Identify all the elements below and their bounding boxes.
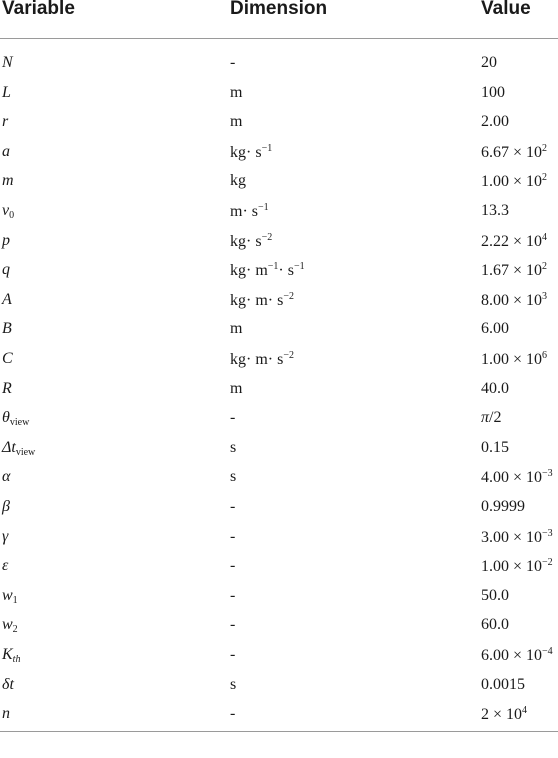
variable-cell bbox=[2, 439, 35, 458]
variable-cell bbox=[2, 202, 14, 221]
value-cell: 50.0 bbox=[481, 586, 509, 604]
value-cell: $8.00 \times 10^3$ bbox=[481, 290, 548, 309]
dimension-cell: m bbox=[230, 379, 243, 397]
table-row bbox=[0, 557, 558, 587]
variable-subscript: view bbox=[9, 417, 30, 429]
dimension-cell: $m\cdot s^{-1}$ bbox=[230, 202, 269, 220]
table-row bbox=[0, 113, 558, 143]
header-dimension: Dimension bbox=[230, 0, 328, 19]
value-cell: $6.00 \times 10^{-4}$ bbox=[481, 646, 553, 664]
dimension-cell: - bbox=[230, 527, 236, 545]
dimension-cell: s bbox=[230, 675, 237, 693]
variable-cell bbox=[2, 616, 18, 635]
dimension-cell: $kg\cdot m\cdot s^{-2}$ bbox=[230, 350, 294, 368]
variable-cell bbox=[2, 468, 10, 486]
variable-symbol: w bbox=[2, 616, 13, 634]
value-cell: 40.0 bbox=[481, 379, 509, 397]
dimension-cell: - bbox=[230, 705, 236, 723]
variable-symbol: δt bbox=[2, 675, 14, 693]
value-cell: 20 bbox=[481, 54, 497, 71]
variable-subscript: th bbox=[12, 654, 21, 665]
value-cell: 2.00 bbox=[481, 113, 509, 131]
variable-cell bbox=[2, 409, 29, 428]
value-cell: $1.00 \times 10^2$ bbox=[481, 172, 548, 191]
dimension-cell: - bbox=[230, 616, 236, 634]
variable-cell bbox=[2, 143, 10, 161]
value-cell: 100 bbox=[481, 83, 505, 101]
variable-symbol: Δt bbox=[2, 438, 16, 456]
table-row bbox=[0, 587, 558, 617]
table-row bbox=[0, 291, 558, 321]
table-row bbox=[0, 676, 558, 706]
table-row bbox=[0, 616, 558, 646]
value-cell: 0.0015 bbox=[481, 675, 525, 693]
value-cell: $3.00 \times 10^{-3}$ bbox=[481, 527, 553, 546]
table-row bbox=[0, 143, 558, 173]
variable-cell bbox=[2, 587, 18, 606]
value-cell: π/2 bbox=[481, 409, 502, 427]
table-row bbox=[0, 320, 558, 350]
value-cell: $1.67 \times 10^2$ bbox=[481, 261, 548, 280]
variable-cell bbox=[2, 113, 8, 131]
variable-symbol: R bbox=[2, 379, 12, 397]
dimension-cell: m bbox=[230, 83, 243, 101]
variable-symbol: θ bbox=[2, 409, 10, 427]
variable-symbol: m bbox=[2, 172, 14, 190]
dimension-cell: $kg\cdot s^{-2}$ bbox=[230, 231, 273, 250]
variable-subscript: 2 bbox=[12, 624, 18, 636]
dimension-cell: m bbox=[230, 320, 243, 338]
dimension-cell: - bbox=[230, 586, 236, 604]
variable-cell bbox=[2, 320, 12, 338]
dimension-cell: $kg\cdot s^{-1}$ bbox=[230, 142, 273, 161]
value-cell: 0.15 bbox=[481, 438, 509, 456]
variable-cell bbox=[2, 705, 10, 723]
value-cell: $4.00 \times 10^{-3}$ bbox=[481, 468, 553, 487]
table-row bbox=[0, 84, 558, 114]
value-cell: 0.9999 bbox=[481, 498, 525, 515]
dimension-cell: s bbox=[230, 468, 237, 486]
variable-symbol: q bbox=[2, 261, 10, 279]
dimension-cell: - bbox=[230, 54, 236, 71]
variable-symbol: γ bbox=[2, 527, 9, 545]
dimension-cell: - bbox=[230, 557, 236, 575]
table-row bbox=[0, 172, 558, 202]
variable-symbol: L bbox=[2, 83, 11, 101]
variable-symbol: r bbox=[2, 113, 9, 131]
value-cell: $1.00 \times 10^{-2}$ bbox=[481, 557, 553, 576]
variable-cell bbox=[2, 646, 20, 665]
variable-cell bbox=[2, 261, 10, 279]
dimension-cell: - bbox=[230, 646, 236, 663]
value-cell: 6.00 bbox=[481, 320, 509, 338]
variable-subscript: 0 bbox=[9, 210, 15, 221]
table-row bbox=[0, 380, 558, 410]
variable-symbol: A bbox=[2, 290, 12, 308]
value-cell: 13.3 bbox=[481, 202, 509, 219]
value-cell: $6.67 \times 10^2$ bbox=[481, 142, 548, 161]
variable-cell bbox=[2, 557, 8, 575]
dimension-cell: s bbox=[230, 438, 237, 456]
header-rule bbox=[0, 38, 558, 39]
variable-cell bbox=[2, 676, 14, 694]
table-row bbox=[0, 54, 558, 84]
variable-symbol: α bbox=[2, 468, 11, 486]
variable-cell bbox=[2, 498, 10, 516]
dimension-cell: kg bbox=[230, 172, 246, 190]
header-variable: Variable bbox=[2, 0, 75, 19]
variable-cell bbox=[2, 528, 8, 546]
dimension-cell: m bbox=[230, 113, 243, 131]
variable-cell bbox=[2, 84, 11, 102]
value-cell: $2.22 \times 10^4$ bbox=[481, 231, 548, 250]
table-row bbox=[0, 439, 558, 469]
variable-subscript: view bbox=[15, 446, 36, 458]
variable-cell bbox=[2, 291, 12, 309]
variable-symbol: a bbox=[2, 142, 10, 160]
value-cell: 60.0 bbox=[481, 616, 509, 634]
table-row bbox=[0, 498, 558, 528]
variable-cell bbox=[2, 232, 10, 250]
table-row bbox=[0, 409, 558, 439]
table-row bbox=[0, 528, 558, 558]
variable-symbol: ε bbox=[2, 557, 9, 575]
dimension-cell: $kg\cdot m^{-1}\cdot s^{-1}$ bbox=[230, 261, 305, 280]
variable-symbol: v bbox=[2, 202, 10, 219]
variable-cell bbox=[2, 54, 13, 72]
table-row bbox=[0, 350, 558, 380]
table-header bbox=[0, 0, 558, 30]
variable-symbol: p bbox=[2, 231, 10, 249]
dimension-cell: $kg\cdot m\cdot s^{-2}$ bbox=[230, 290, 294, 309]
variable-symbol: n bbox=[2, 705, 10, 723]
dimension-cell: - bbox=[230, 409, 236, 427]
variable-symbol: K bbox=[2, 646, 13, 663]
table-row bbox=[0, 468, 558, 498]
variable-symbol: C bbox=[2, 350, 13, 367]
variable-symbol: w bbox=[2, 586, 13, 604]
variable-subscript: 1 bbox=[12, 594, 18, 606]
bottom-rule bbox=[0, 731, 558, 732]
header-value: Value bbox=[481, 0, 531, 19]
variable-symbol: N bbox=[2, 54, 13, 71]
value-cell: $2 \times 10^4$ bbox=[481, 705, 528, 724]
variable-cell bbox=[2, 380, 12, 398]
table-row bbox=[0, 232, 558, 262]
variable-symbol: B bbox=[2, 320, 12, 338]
dimension-cell: - bbox=[230, 498, 236, 515]
value-cell: $1.00 \times 10^6$ bbox=[481, 350, 548, 368]
table-row bbox=[0, 646, 558, 676]
table-row bbox=[0, 261, 558, 291]
variable-cell bbox=[2, 172, 14, 190]
variable-symbol: β bbox=[2, 498, 10, 515]
table-row bbox=[0, 202, 558, 232]
variable-cell bbox=[2, 350, 13, 368]
